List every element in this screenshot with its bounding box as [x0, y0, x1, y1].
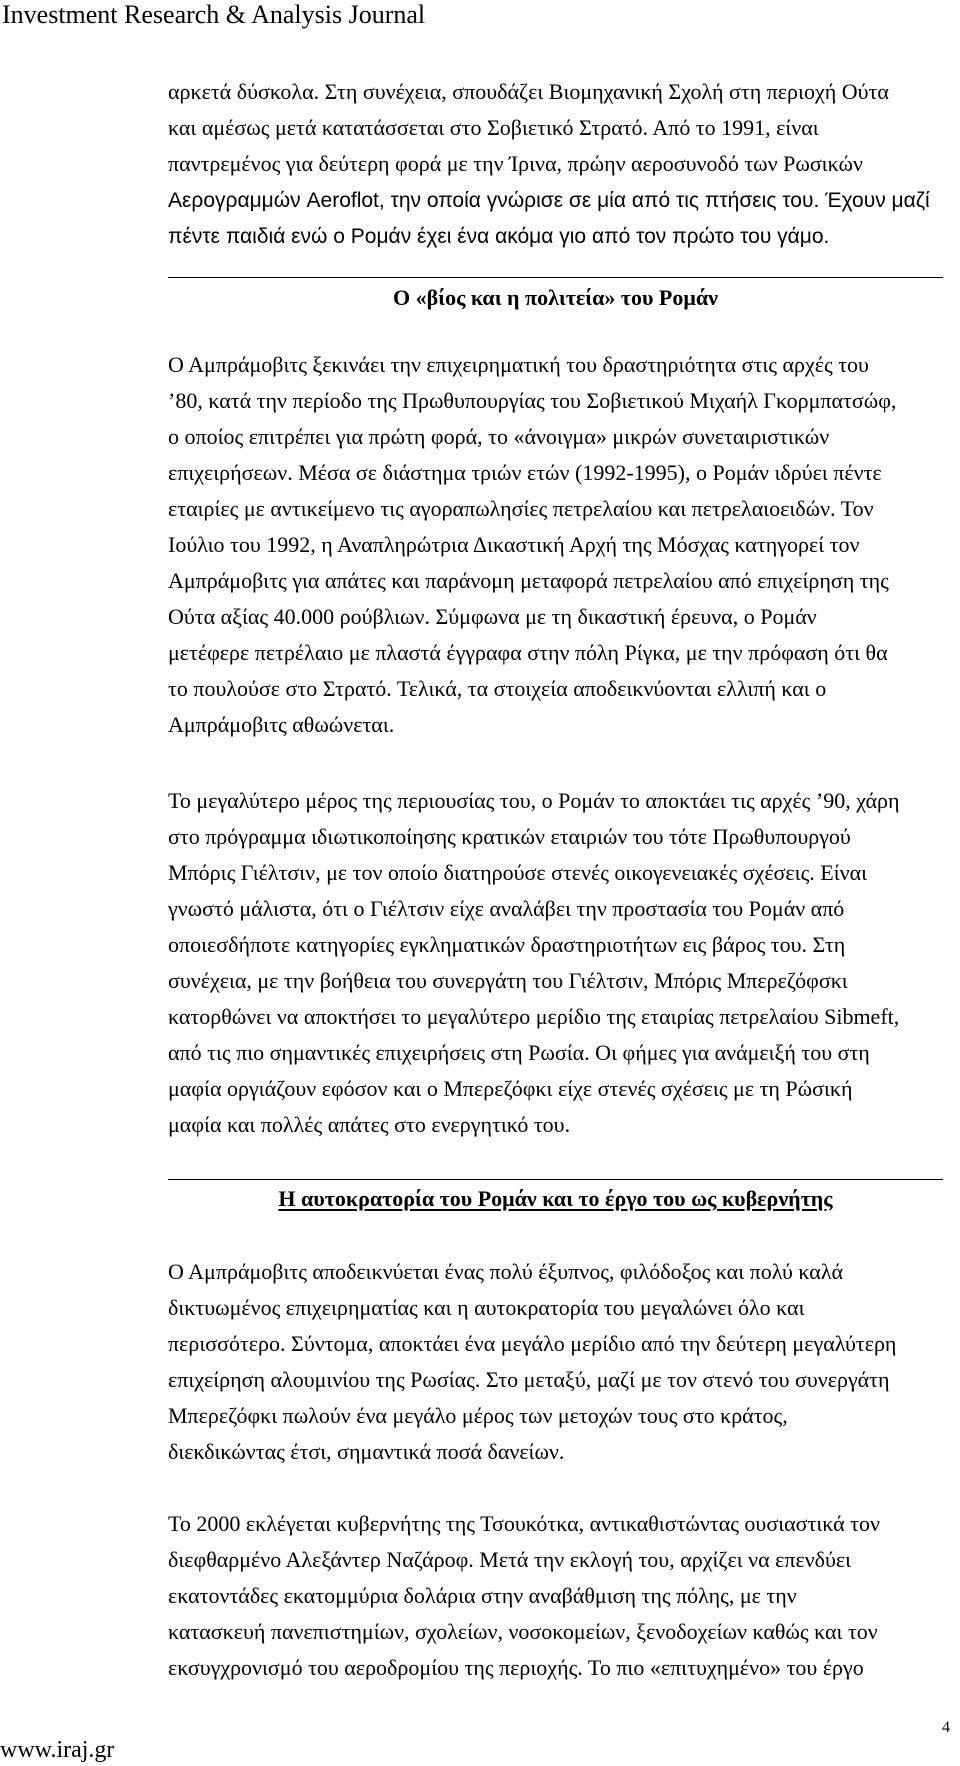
paragraph — [168, 347, 943, 743]
paragraph-line: συνέχεια, με την βοήθεια του συνεργάτη του Γιέλτσιν, Μπόρις Μπερεζόφσκι — [168, 968, 848, 993]
paragraph-line: διεφθαρμένο Αλεξάντερ Ναζάροφ. Μετά την εκλογή του, αρχίζει να επενδύει — [168, 1547, 852, 1572]
paragraph-line-segment: Έχουν μαζί — [819, 189, 930, 212]
paragraph-line: Ο Αμπράμοβιτς ξεκινάει την επιχειρηματική του δραστηριότητα στις αρχές του — [168, 352, 869, 377]
paragraph-line: κατασκευή πανεπιστημίων, σχολείων, νοσοκομείων, ξενοδοχείων καθώς και τον — [168, 1619, 878, 1644]
paragraph — [168, 1506, 943, 1686]
section-divider — [168, 1179, 943, 1180]
paragraph-line-segment: Αερογραμμών Aeroflot, την οποία γνώρισε σε μία από τις πτήσεις του. — [168, 189, 820, 212]
page-number: 4 — [942, 1719, 950, 1736]
paragraph-line — [168, 182, 943, 219]
paragraph-line: εταιρίες με αντικείμενο τις αγοραπωλησίες πετρελαίου και πετρελαιοειδών. Τον — [168, 496, 874, 521]
section-heading — [168, 1184, 943, 1214]
paragraph-line: γνωστό μάλιστα, ότι ο Γιέλτσιν είχε αναλάβει την προστασία του Ρομάν από — [168, 896, 845, 921]
paragraph-line: επιχειρήσεων. Μέσα σε διάστημα τριών ετών (1992-1995), ο Ρομάν ιδρύει πέντε — [168, 460, 882, 485]
paragraph — [168, 1254, 943, 1470]
paragraph-line: κατορθώνει να αποκτήσει το μεγαλύτερο μερίδιο της εταιρίας πετρελαίου Sibmeft, — [168, 1004, 900, 1029]
paragraph-line: ο οποίος επιτρέπει για πρώτη φορά, το «άνοιγμα» μικρών συνεταιριστικών — [168, 424, 830, 449]
paragraph-line: Αμπράμοβιτς αθωώνεται. — [168, 712, 395, 737]
paragraph-line: Ούτα αξίας 40.000 ρούβλιων. Σύμφωνα με τη δικαστική έρευνα, ο Ρομάν — [168, 604, 817, 629]
section-bios-politeia — [168, 277, 943, 1143]
paragraph-line: Ιούλιο του 1992, η Αναπληρώτρια Δικαστική Αρχή της Μόσχας κατηγορεί τον — [168, 532, 860, 557]
paragraph-line: εκσυγχρονισμό του αεροδρομίου της περιοχής. Το πιο «επιτυχημένο» του έργο — [168, 1655, 864, 1680]
article-body — [168, 74, 943, 1686]
paragraph-line: μετέφερε πετρέλαιο με πλαστά έγγραφα στην πόλη Ρίγκα, με την πρόφαση ότι θα — [168, 640, 888, 665]
paragraph-line: από τις πιο σημαντικές επιχειρήσεις στη Ρωσία. Οι φήμες για ανάμειξή του στη — [168, 1040, 870, 1065]
paragraph-line: και αμέσως μετά κατατάσσεται στο Σοβιετικό Στρατό. Από το 1991, είναι — [168, 115, 819, 140]
paragraph-line: οποιεσδήποτε κατηγορίες εγκληματικών δραστηριοτήτων εις βάρος του. Στη — [168, 932, 846, 957]
paragraph-line: πέντε παιδιά ενώ ο Ρομάν έχει ένα ακόμα γιο από τον πρώτο του γάμο. — [168, 225, 830, 248]
paragraph-line: περισσότερο. Σύντομα, αποκτάει ένα μεγάλο μερίδιο από την δεύτερη μεγαλύτερη — [168, 1331, 897, 1356]
paragraph-line: αρκετά δύσκολα. Στη συνέχεια, σπουδάζει Βιομηχανική Σχολή στη περιοχή Ούτα — [168, 79, 889, 104]
section-empire-governor — [168, 1179, 943, 1686]
paragraph-line: διεκδικώντας έτσι, σημαντικά ποσά δανείων. — [168, 1439, 565, 1464]
paragraph-line: στο πρόγραμμα ιδιωτικοποίησης κρατικών εταιριών του τότε Πρωθυπουργού — [168, 824, 851, 849]
paragraph-line: Το μεγαλύτερο μέρος της περιουσίας του, ο Ρομάν το αποκτάει τις αρχές ’90, χάρη — [168, 788, 900, 813]
paragraph-line: μαφία οργιάζουν εφόσον και ο Μπερεζόφκι είχε στενές σχέσεις με τη Ρώσική — [168, 1076, 853, 1101]
paragraph-line: Αμπράμοβιτς για απάτες και παράνομη μεταφορά πετρελαίου από επιχείρηση της — [168, 568, 889, 593]
section-heading-text: Η αυτοκρατορία του Ρομάν και το έργο του ως κυβερνήτης — [278, 1186, 833, 1211]
intro-paragraph — [168, 74, 943, 255]
section-divider — [168, 277, 943, 278]
paragraph-line: Μπερεζόφκι πωλούν ένα μεγάλο μέρος των μετοχών τους στο κράτος, — [168, 1403, 788, 1428]
paragraph-line: επιχείρηση αλουμινίου της Ρωσίας. Στο μεταξύ, μαζί με τον στενό του συνεργάτη — [168, 1367, 890, 1392]
paragraph-line: Το 2000 εκλέγεται κυβερνήτης της Τσουκότκα, αντικαθιστώντας ουσιαστικά τον — [168, 1511, 880, 1536]
paragraph-line: παντρεμένος για δεύτερη φορά με την Ίρινα, πρώην αεροσυνοδό των Ρωσικών — [168, 151, 863, 176]
paragraph-line: το πουλούσε στο Στρατό. Τελικά, τα στοιχεία αποδεικνύονται ελλιπή και ο — [168, 676, 827, 701]
paragraph-line: Ο Αμπράμοβιτς αποδεικνύεται ένας πολύ έξυπνος, φιλόδοξος και πολύ καλά — [168, 1259, 844, 1284]
paragraph-line: εκατοντάδες εκατομμύρια δολάρια στην αναβάθμιση της πόλης, με την — [168, 1583, 797, 1608]
website-link[interactable]: www.iraj.gr — [0, 1737, 115, 1763]
paragraph — [168, 783, 943, 1143]
paragraph-line: Μπόρις Γιέλτσιν, με τον οποίο διατηρούσε στενές οικογενειακές σχέσεις. Είναι — [168, 860, 868, 885]
journal-title: Investment Research & Analysis Journal — [2, 0, 426, 29]
paragraph-line: μαφία και πολλές απάτες στο ενεργητικό του. — [168, 1112, 571, 1137]
paragraph-line: ’80, κατά την περίοδο της Πρωθυπουργίας του Σοβιετικού Μιχαήλ Γκορμπατσώφ, — [168, 388, 897, 413]
section-heading: Ο «βίος και η πολιτεία» του Ρομάν — [393, 285, 718, 310]
paragraph-line: δικτυωμένος επιχειρηματίας και η αυτοκρατορία του μεγαλώνει όλο και — [168, 1295, 805, 1320]
